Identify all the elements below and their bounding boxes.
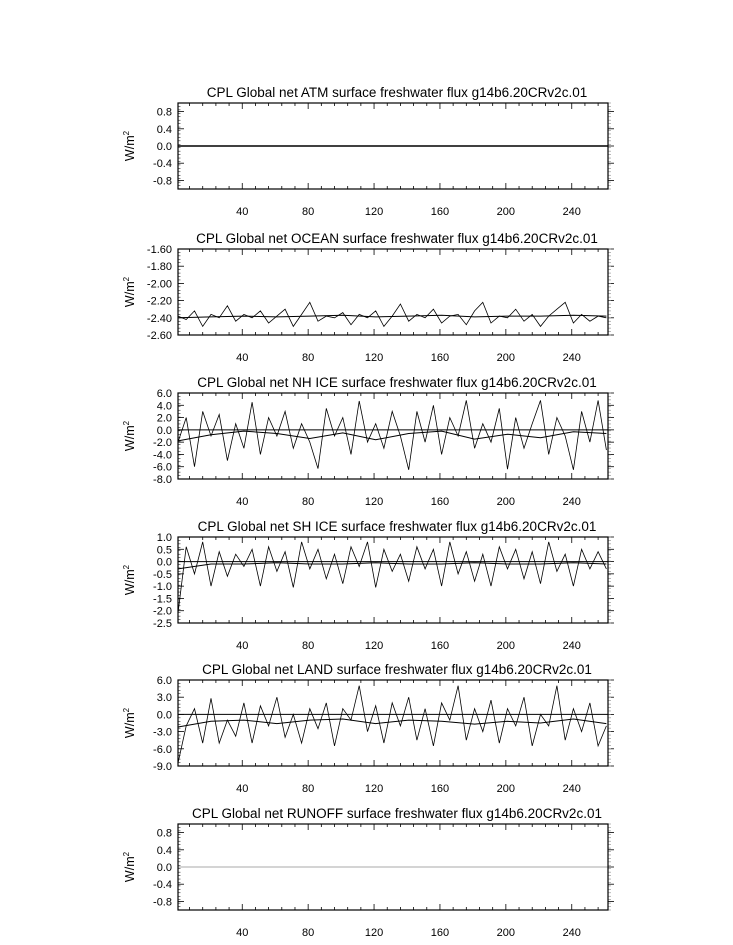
- y-tick-label: -0.4: [153, 879, 172, 892]
- y-axis-label: [122, 707, 137, 738]
- y-tick-label: -1.80: [146, 261, 172, 274]
- x-tick-label: 160: [430, 496, 450, 508]
- x-tick-label: 240: [562, 206, 581, 218]
- y-tick-label: 2.0: [156, 412, 172, 425]
- y-tick-label: -9.0: [153, 761, 172, 773]
- x-tick-label: 120: [364, 927, 384, 939]
- y-axis-label-exponent: 2: [122, 707, 131, 713]
- y-axis-label-unit: W/m: [123, 281, 137, 308]
- x-tick-label: 80: [302, 206, 315, 218]
- y-tick-label: -2.0: [153, 437, 172, 450]
- panel-title: CPL Global net NH ICE surface freshwater flux g14b6.20CRv2c.01: [197, 375, 597, 390]
- x-tick-label: 200: [496, 352, 516, 364]
- x-tick-label: 160: [430, 640, 450, 652]
- y-tick-label: -0.5: [153, 568, 172, 581]
- x-tick-label: 240: [562, 927, 581, 939]
- y-axis-label-unit: W/m: [123, 425, 137, 452]
- series-line-monthly: [178, 542, 606, 613]
- x-tick-label: 200: [496, 783, 516, 795]
- y-tick-label: -0.8: [153, 896, 172, 909]
- panel-6: [122, 806, 614, 939]
- panel-1: [122, 85, 614, 218]
- y-axis-label: [122, 564, 137, 595]
- y-tick-label: -0.4: [153, 158, 172, 171]
- y-tick-label: 6.0: [156, 675, 172, 687]
- y-axis-label-exponent: 2: [122, 420, 131, 426]
- y-tick-label: -0.8: [153, 175, 172, 188]
- y-tick-label: 0.0: [156, 862, 172, 874]
- x-tick-label: 200: [496, 927, 516, 939]
- y-axis-label-exponent: 2: [122, 851, 131, 857]
- y-axis-label-unit: W/m: [123, 569, 137, 596]
- x-tick-label: 240: [562, 352, 581, 364]
- x-tick-label: 120: [364, 496, 384, 508]
- panel-4: [122, 519, 614, 652]
- y-tick-label: 0.5: [156, 544, 172, 557]
- y-tick-label: -8.0: [153, 474, 172, 486]
- panel-title: CPL Global net SH ICE surface freshwater flux g14b6.20CRv2c.01: [197, 519, 597, 534]
- x-tick-label: 80: [302, 496, 315, 508]
- y-axis-label-unit: W/m: [123, 712, 137, 739]
- series-line-monthly: [178, 686, 606, 763]
- x-tick-label: 200: [496, 206, 516, 218]
- y-axis-label: [122, 130, 137, 161]
- y-tick-label: -1.5: [153, 593, 172, 606]
- x-tick-label: 160: [430, 927, 450, 939]
- y-tick-label: -4.0: [153, 449, 172, 462]
- y-axis-label-unit: W/m: [123, 135, 137, 162]
- x-tick-label: 160: [430, 206, 450, 218]
- y-tick-label: -2.00: [146, 278, 172, 291]
- series-line-annual-mean: [178, 719, 606, 727]
- panel-title: CPL Global net RUNOFF surface freshwater flux g14b6.20CRv2c.01: [192, 806, 602, 821]
- series-line-annual-mean: [178, 563, 606, 569]
- y-tick-label: -2.60: [146, 330, 172, 342]
- panel-title: CPL Global net OCEAN surface freshwater flux g14b6.20CRv2c.01: [196, 231, 598, 246]
- x-tick-label: 240: [562, 640, 581, 652]
- x-tick-label: 120: [364, 783, 384, 795]
- panel-2: [122, 231, 614, 364]
- x-tick-label: 240: [562, 496, 581, 508]
- y-tick-label: 0.0: [156, 424, 172, 437]
- x-tick-label: 40: [236, 927, 249, 939]
- y-tick-label: 3.0: [156, 692, 172, 705]
- y-tick-label: 6.0: [156, 388, 172, 400]
- x-tick-label: 80: [302, 640, 315, 652]
- x-tick-label: 40: [236, 640, 249, 652]
- y-tick-label: -2.0: [153, 605, 172, 618]
- panel-3: [122, 375, 614, 508]
- x-tick-label: 80: [302, 352, 315, 364]
- x-tick-label: 40: [236, 496, 249, 508]
- y-tick-label: 0.0: [156, 709, 172, 722]
- y-tick-label: -6.0: [153, 461, 172, 474]
- y-axis-label-unit: W/m: [123, 856, 137, 883]
- panel-5: [122, 662, 614, 795]
- y-axis-label: [122, 851, 137, 882]
- panel-title: CPL Global net LAND surface freshwater flux g14b6.20CRv2c.01: [202, 662, 592, 677]
- y-tick-label: 0.4: [156, 844, 172, 857]
- x-tick-label: 120: [364, 206, 384, 218]
- y-axis-label-exponent: 2: [122, 276, 131, 282]
- x-tick-label: 160: [430, 352, 450, 364]
- y-axis-label: [122, 420, 137, 451]
- x-tick-label: 200: [496, 640, 516, 652]
- x-tick-label: 80: [302, 783, 315, 795]
- x-tick-label: 200: [496, 496, 516, 508]
- x-tick-label: 120: [364, 640, 384, 652]
- y-tick-label: -1.60: [146, 244, 172, 256]
- series-line-annual-mean: [178, 431, 606, 441]
- y-tick-label: 0.0: [156, 141, 172, 153]
- y-tick-label: 0.8: [156, 106, 172, 119]
- x-tick-label: 160: [430, 783, 450, 795]
- y-tick-label: 1.0: [156, 532, 172, 544]
- y-tick-label: -2.5: [153, 618, 172, 630]
- x-tick-label: 80: [302, 927, 315, 939]
- panel-title: CPL Global net ATM surface freshwater flux g14b6.20CRv2c.01: [206, 85, 588, 100]
- x-tick-label: 40: [236, 206, 249, 218]
- x-tick-label: 120: [364, 352, 384, 364]
- y-tick-label: -3.0: [153, 726, 172, 739]
- plot-frame: [178, 537, 608, 623]
- y-axis-label: [122, 276, 137, 307]
- y-tick-label: 4.0: [156, 400, 172, 413]
- y-tick-label: -6.0: [153, 743, 172, 756]
- y-axis-label-exponent: 2: [122, 564, 131, 570]
- series-line-monthly: [178, 302, 606, 326]
- y-tick-label: -1.0: [153, 581, 172, 594]
- y-axis-label-exponent: 2: [122, 130, 131, 136]
- x-tick-label: 40: [236, 783, 249, 795]
- y-tick-label: -2.20: [146, 295, 172, 308]
- y-tick-label: 0.8: [156, 827, 172, 840]
- y-tick-label: 0.0: [156, 556, 172, 569]
- x-tick-label: 240: [562, 783, 581, 795]
- series-line-monthly: [178, 400, 606, 469]
- y-tick-label: 0.4: [156, 123, 172, 136]
- y-tick-label: -2.40: [146, 312, 172, 325]
- x-tick-label: 40: [236, 352, 249, 364]
